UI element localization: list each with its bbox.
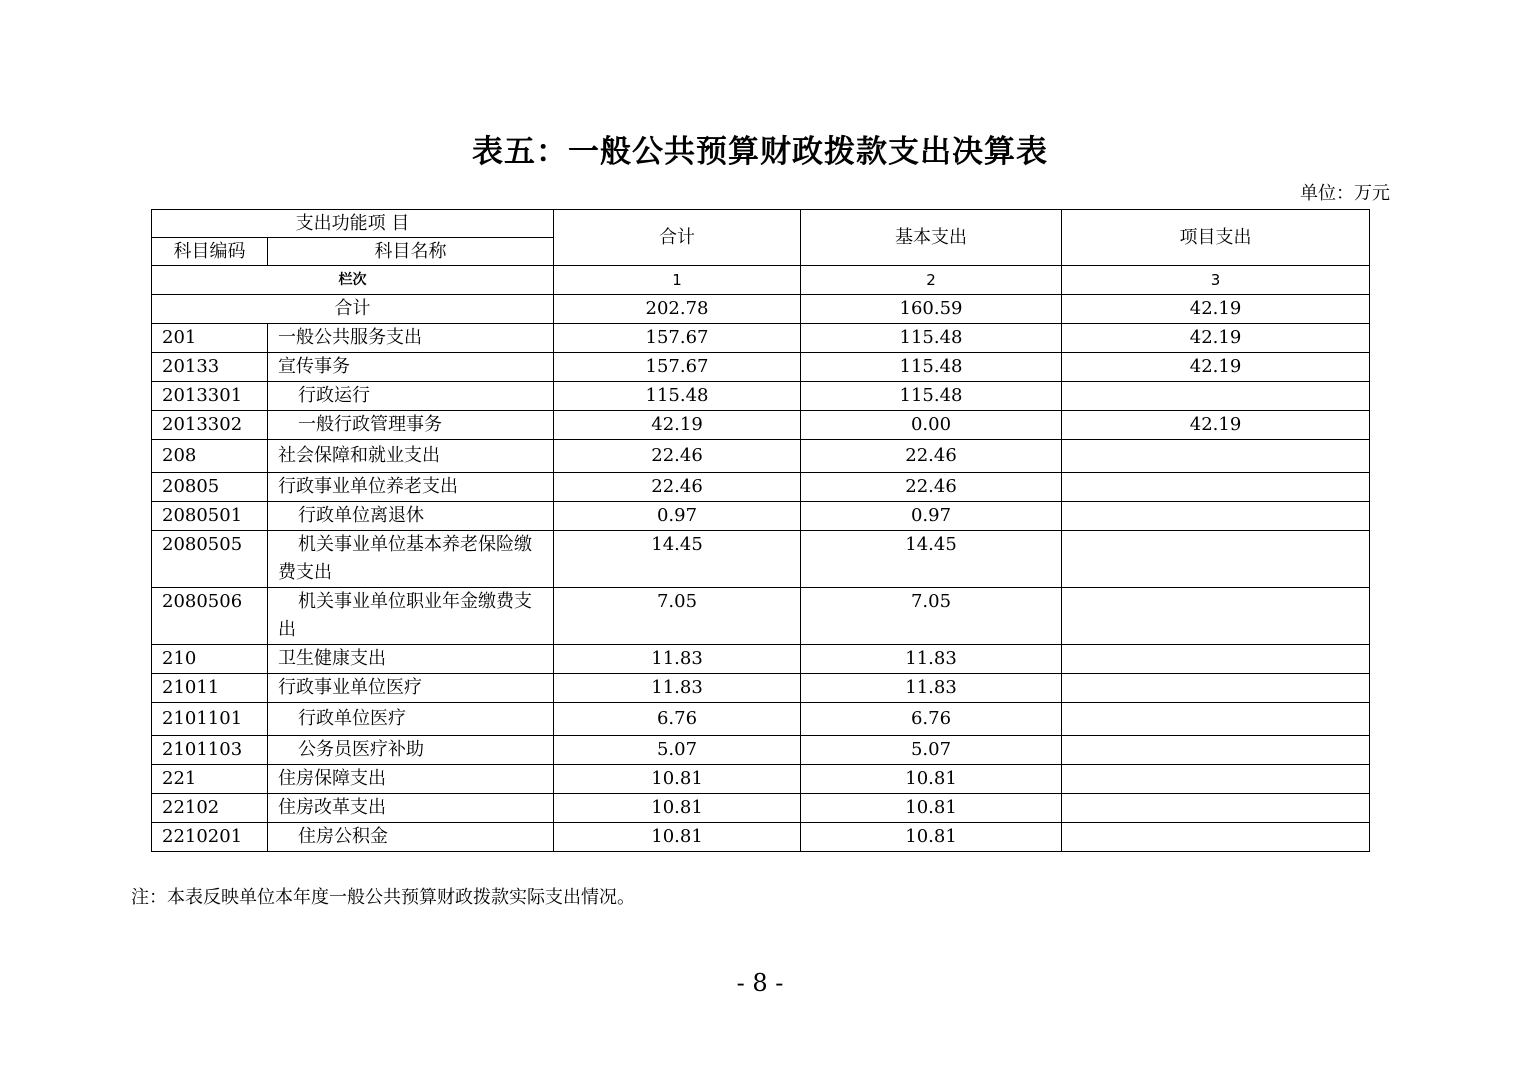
row-project [1062,736,1370,765]
row-name: 行政事业单位养老支出 [268,473,554,502]
row-basic: 7.05 [801,588,1062,645]
table-row [152,765,1370,794]
row-total: 10.81 [554,794,801,823]
row-project [1062,440,1370,473]
total-row [152,295,1370,324]
row-code: 208 [152,440,268,473]
header-basic: 基本支出 [801,210,1062,266]
table-row [152,703,1370,736]
row-total: 11.83 [554,674,801,703]
row-code: 21011 [152,674,268,703]
row-total: 22.46 [554,473,801,502]
row-name: 社会保障和就业支出 [268,440,554,473]
row-name: 住房保障支出 [268,765,554,794]
total-basic: 160.59 [801,295,1062,324]
table-row [152,531,1370,588]
row-basic: 11.83 [801,674,1062,703]
row-total: 42.19 [554,411,801,440]
table-row [152,502,1370,531]
total-project: 42.19 [1062,295,1370,324]
row-project [1062,823,1370,852]
row-name: 住房改革支出 [268,794,554,823]
table-row [152,382,1370,411]
row-code: 20133 [152,353,268,382]
row-basic: 0.00 [801,411,1062,440]
unit-label: 单位：万元 [1300,183,1390,204]
row-code: 22102 [152,794,268,823]
row-name: 机关事业单位职业年金缴费支出 [268,588,554,645]
row-total: 157.67 [554,353,801,382]
column-number-row [152,266,1370,295]
row-code: 2210201 [152,823,268,852]
header-total: 合计 [554,210,801,266]
row-name: 公务员医疗补助 [268,736,554,765]
row-project [1062,588,1370,645]
table-row [152,794,1370,823]
row-name: 宣传事务 [268,353,554,382]
table-row [152,353,1370,382]
row-name: 卫生健康支出 [268,645,554,674]
total-value: 202.78 [554,295,801,324]
row-total: 22.46 [554,440,801,473]
row-name: 行政单位医疗 [268,703,554,736]
row-total: 5.07 [554,736,801,765]
header-code: 科目编码 [152,238,268,266]
column-number-1: 1 [554,266,801,295]
row-name: 行政运行 [268,382,554,411]
row-name: 一般公共服务支出 [268,324,554,353]
row-code: 2013302 [152,411,268,440]
row-total: 0.97 [554,502,801,531]
page-title: 表五：一般公共预算财政拨款支出决算表 [472,134,1048,170]
row-total: 7.05 [554,588,801,645]
row-code: 210 [152,645,268,674]
row-code: 2013301 [152,382,268,411]
row-basic: 6.76 [801,703,1062,736]
header-row-1 [152,210,1370,238]
table-row [152,674,1370,703]
row-total: 6.76 [554,703,801,736]
table-row [152,473,1370,502]
table-row [152,736,1370,765]
header-name: 科目名称 [268,238,554,266]
row-project [1062,502,1370,531]
row-code: 20805 [152,473,268,502]
page-number: - 8 - [736,969,784,997]
row-project [1062,531,1370,588]
table-row [152,588,1370,645]
row-total: 10.81 [554,823,801,852]
row-basic: 10.81 [801,823,1062,852]
row-project [1062,473,1370,502]
column-number-3: 3 [1062,266,1370,295]
row-basic: 22.46 [801,440,1062,473]
row-basic: 10.81 [801,765,1062,794]
row-name: 行政单位离退休 [268,502,554,531]
header-project: 项目支出 [1062,210,1370,266]
table-row [152,645,1370,674]
row-project: 42.19 [1062,353,1370,382]
row-total: 10.81 [554,765,801,794]
row-basic: 115.48 [801,353,1062,382]
row-total: 11.83 [554,645,801,674]
row-code: 2101101 [152,703,268,736]
row-code: 2080505 [152,531,268,588]
row-code: 2080501 [152,502,268,531]
column-number-2: 2 [801,266,1062,295]
row-basic: 115.48 [801,324,1062,353]
row-project [1062,765,1370,794]
row-basic: 115.48 [801,382,1062,411]
row-project [1062,382,1370,411]
row-project [1062,645,1370,674]
row-project: 42.19 [1062,324,1370,353]
row-code: 221 [152,765,268,794]
row-code: 2080506 [152,588,268,645]
table-note: 注：本表反映单位本年度一般公共预算财政拨款实际支出情况。 [131,887,635,908]
row-basic: 14.45 [801,531,1062,588]
table-row [152,440,1370,473]
row-total: 14.45 [554,531,801,588]
budget-table [151,209,1370,852]
table-row [152,411,1370,440]
header-group: 支出功能项 目 [152,210,554,238]
row-total: 115.48 [554,382,801,411]
row-name: 行政事业单位医疗 [268,674,554,703]
table-row [152,823,1370,852]
row-project [1062,794,1370,823]
row-project [1062,703,1370,736]
row-code: 2101103 [152,736,268,765]
table-row [152,324,1370,353]
row-basic: 22.46 [801,473,1062,502]
row-project [1062,674,1370,703]
column-number-label: 栏次 [152,266,554,295]
row-name: 一般行政管理事务 [268,411,554,440]
total-label: 合计 [152,295,554,324]
row-basic: 5.07 [801,736,1062,765]
row-total: 157.67 [554,324,801,353]
row-basic: 10.81 [801,794,1062,823]
row-basic: 11.83 [801,645,1062,674]
row-name: 住房公积金 [268,823,554,852]
row-project: 42.19 [1062,411,1370,440]
row-basic: 0.97 [801,502,1062,531]
row-code: 201 [152,324,268,353]
row-name: 机关事业单位基本养老保险缴费支出 [268,531,554,588]
